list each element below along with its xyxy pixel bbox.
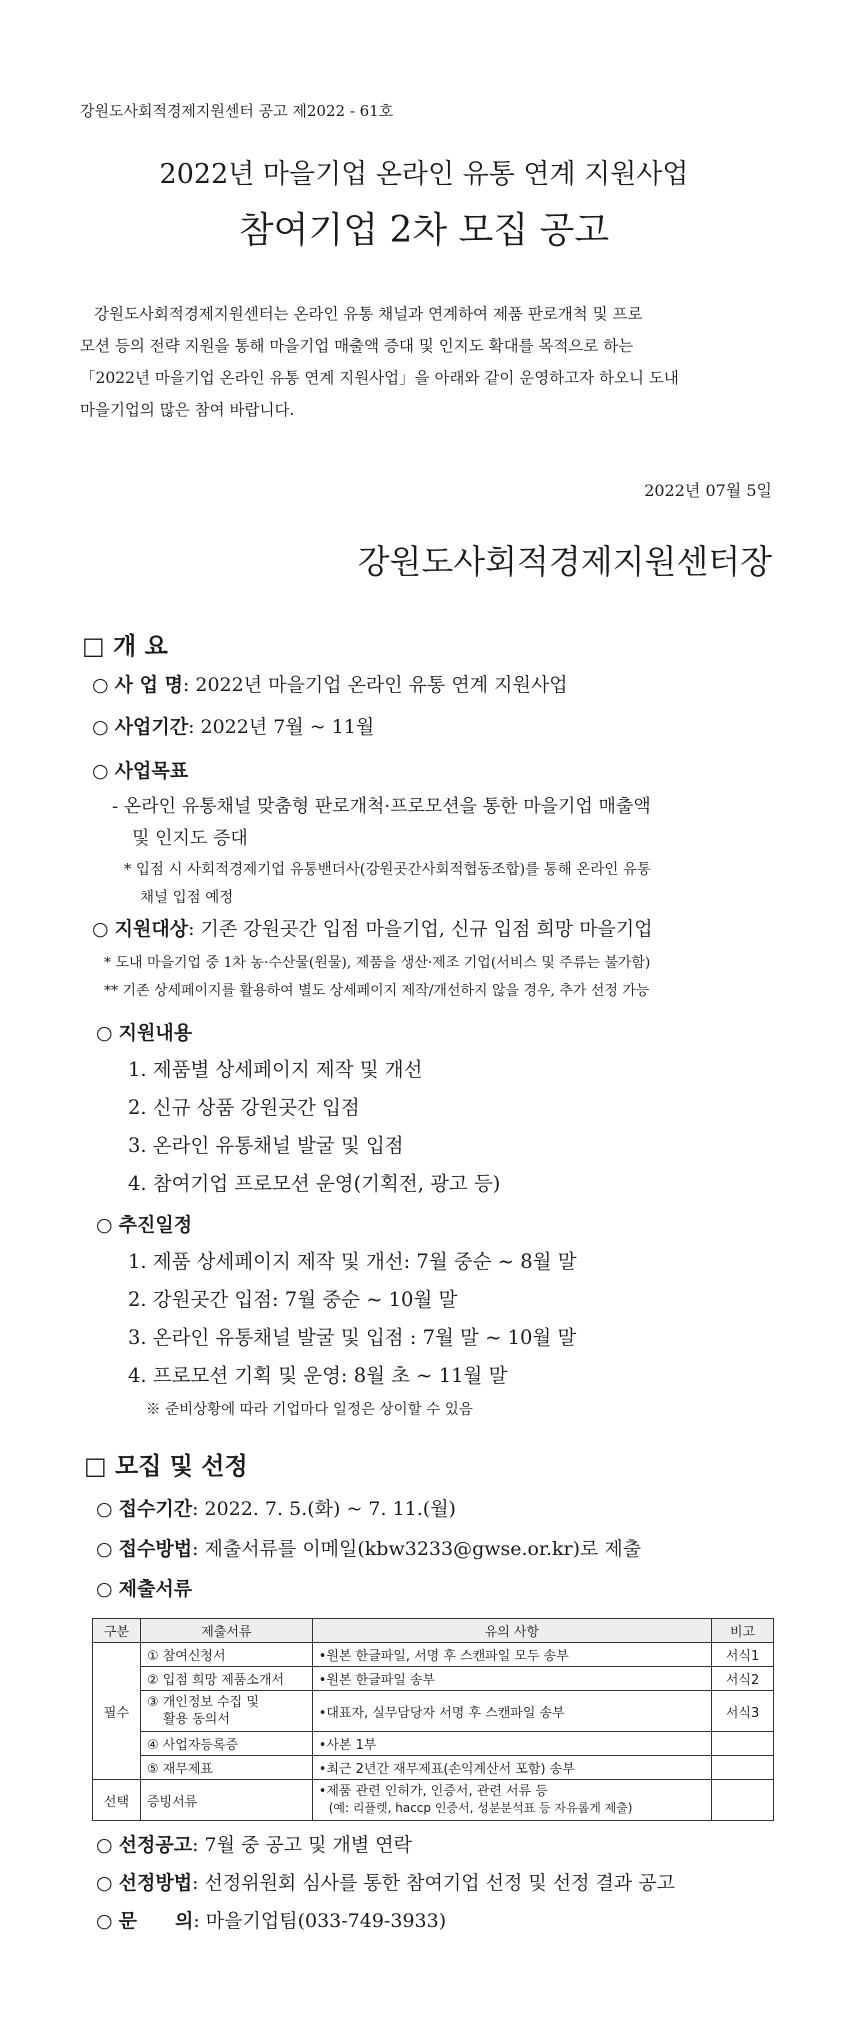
inquiry-row — [96, 1906, 446, 1933]
goal-note-2: 채널 입점 예정 — [140, 890, 234, 906]
support-content-row — [96, 1018, 192, 1045]
target-note-1: * 도내 마을기업 중 1차 농·수산물(원물), 제품을 생산·제조 기업(서비스 및 주류는 불가함) — [104, 955, 651, 971]
intro-line: 모션 등의 전략 지원을 통해 마을기업 매출액 증대 및 인지도 확대를 목적으로 하는 — [80, 337, 634, 355]
table-cell-note: •사본 1부 — [312, 1732, 711, 1756]
table-cell-remark — [712, 1780, 774, 1821]
selection-method-label: 선정방법 — [118, 1872, 193, 1894]
circle-bullet-icon: ○ — [92, 674, 109, 696]
note-line: •제품 관련 인허가, 인증서, 관련 서류 등 — [318, 1784, 548, 1799]
table-row — [93, 1780, 774, 1821]
circle-bullet-icon: ○ — [96, 1872, 113, 1894]
business-name-row — [92, 670, 568, 697]
intro-paragraph — [80, 298, 772, 426]
receipt-period-label: 접수기간 — [118, 1498, 193, 1520]
receipt-method-label: 접수방법 — [118, 1538, 193, 1560]
table-cell-remark: 서식1 — [712, 1643, 774, 1667]
notice-date: 2022년 07월 5일 — [644, 481, 772, 500]
table-cell-doc: ⑤ 재무제표 — [140, 1756, 312, 1780]
intro-line: 마을기업의 많은 참여 바랍니다. — [80, 401, 295, 419]
schedule-row — [96, 1210, 192, 1237]
section-title: 모집 및 선정 — [115, 1451, 248, 1480]
circle-bullet-icon: ○ — [96, 1910, 113, 1932]
table-header-row — [93, 1619, 774, 1643]
schedule-item: 4. 프로모션 기획 및 운영: 8월 초 ~ 11월 말 — [128, 1364, 508, 1387]
table-cell-doc: ① 참여신청서 — [140, 1643, 312, 1667]
business-period-label: 사업기간 — [114, 716, 189, 738]
intro-line: 「2022년 마을기업 온라인 유통 연계 지원사업」을 아래와 같이 운영하고자 하오니 도내 — [80, 369, 679, 387]
documents-label: 제출서류 — [118, 1578, 193, 1600]
business-name-label: 사 업 명 — [114, 674, 183, 696]
selection-method-row — [96, 1868, 675, 1895]
circle-bullet-icon: ○ — [96, 1538, 113, 1560]
signer: 강원도사회적경제지원센터장 — [357, 542, 772, 581]
circle-bullet-icon: ○ — [96, 1022, 113, 1044]
table-header: 제출서류 — [140, 1619, 312, 1643]
support-target-row — [92, 914, 653, 941]
content-item: 1. 제품별 상세페이지 제작 및 개선 — [128, 1058, 423, 1081]
inquiry-label: 문 의 — [118, 1910, 194, 1932]
goal-line-2: 및 인지도 증대 — [132, 828, 248, 849]
section-overview-heading — [82, 626, 168, 661]
section-title: 개 요 — [113, 631, 168, 660]
table-row — [93, 1756, 774, 1780]
required-category: 필수 — [93, 1643, 141, 1780]
business-period-row — [92, 712, 374, 739]
title-line-2: 참여기업 2차 모집 공고 — [238, 210, 610, 251]
table-header: 비고 — [712, 1619, 774, 1643]
table-cell-doc: ④ 사업자등록증 — [140, 1732, 312, 1756]
table-cell-note: •최근 2년간 재무제표(손익계산서 포함) 송부 — [312, 1756, 711, 1780]
table-row — [93, 1667, 774, 1691]
business-name-value: : 2022년 마을기업 온라인 유통 연계 지원사업 — [182, 674, 568, 696]
title-line-1: 2022년 마을기업 온라인 유통 연계 지원사업 — [159, 159, 689, 190]
schedule-item: 3. 온라인 유통채널 발굴 및 입점 : 7월 말 ~ 10월 말 — [128, 1326, 577, 1349]
receipt-period-row — [96, 1494, 456, 1521]
note-line: (예: 리플렛, haccp 인증서, 성분분석표 등 자유롭게 제출) — [328, 1801, 633, 1815]
schedule-item: 1. 제품 상세페이지 제작 및 개선: 7월 중순 ~ 8월 말 — [128, 1250, 577, 1273]
content-item: 4. 참여기업 프로모션 운영(기획전, 광고 등) — [128, 1172, 501, 1195]
circle-bullet-icon: ○ — [96, 1214, 113, 1236]
documents-row — [96, 1574, 192, 1601]
table-cell-doc — [140, 1691, 312, 1732]
schedule-item: 2. 강원곳간 입점: 7월 중순 ~ 10월 말 — [128, 1288, 458, 1311]
selection-notice-value: : 7월 중 공고 및 개별 연락 — [192, 1834, 412, 1856]
table-cell-remark: 서식2 — [712, 1667, 774, 1691]
notice-number: 강원도사회적경제지원센터 공고 제2022 - 61호 — [80, 102, 394, 120]
table-row — [93, 1691, 774, 1732]
support-content-label: 지원내용 — [118, 1022, 193, 1044]
inquiry-value: : 마을기업팀(033-749-3933) — [193, 1910, 447, 1932]
goal-note-1: * 입점 시 사회적경제기업 유통밴더사(강원곳간사회적협동조합)를 통해 온라인 유통 — [124, 862, 652, 878]
doc-line: 활용 동의서 — [162, 1712, 230, 1727]
optional-category: 선택 — [93, 1780, 141, 1821]
table-cell-doc: 증빙서류 — [140, 1780, 312, 1821]
table-header: 구분 — [93, 1619, 141, 1643]
selection-method-value: : 선정위원회 심사를 통한 참여기업 선정 및 선정 결과 공고 — [192, 1872, 675, 1894]
goal-line-1: - 온라인 유통채널 맞춤형 판로개척·프로모션을 통한 마을기업 매출액 — [112, 796, 651, 817]
table-cell-doc: ② 입점 희망 제품소개서 — [140, 1667, 312, 1691]
intro-line: 강원도사회적경제지원센터는 온라인 유통 채널과 연계하여 제품 판로개척 및 프로 — [94, 305, 643, 323]
table-cell-remark — [712, 1756, 774, 1780]
schedule-note: ※ 준비상황에 따라 기업마다 일정은 상이할 수 있음 — [146, 1402, 473, 1418]
circle-bullet-icon: ○ — [96, 1498, 113, 1520]
circle-bullet-icon: ○ — [92, 918, 109, 940]
schedule-label: 추진일정 — [118, 1214, 193, 1236]
doc-line: ③ 개인정보 수집 및 — [146, 1695, 259, 1710]
support-target-value: : 기존 강원곳간 입점 마을기업, 신규 입점 희망 마을기업 — [188, 918, 653, 940]
business-goal-label: 사업목표 — [114, 760, 189, 782]
documents-table — [92, 1618, 774, 1821]
content-item: 3. 온라인 유통채널 발굴 및 입점 — [128, 1134, 404, 1157]
table-cell-note: •원본 한글파일 송부 — [312, 1667, 711, 1691]
target-note-2: ** 기존 상세페이지를 활용하여 별도 상세페이지 제작/개선하지 않을 경우, 추가 선정 가능 — [104, 983, 650, 999]
support-target-label: 지원대상 — [114, 918, 189, 940]
table-row — [93, 1643, 774, 1667]
business-period-value: : 2022년 7월 ~ 11월 — [188, 716, 375, 738]
table-cell-note: •대표자, 실무담당자 서명 후 스캔파일 송부 — [312, 1691, 711, 1732]
circle-bullet-icon: ○ — [96, 1578, 113, 1600]
table-cell-remark — [712, 1732, 774, 1756]
table-cell-remark: 서식3 — [712, 1691, 774, 1732]
business-goal-row — [92, 756, 188, 783]
circle-bullet-icon: ○ — [92, 760, 109, 782]
checkbox-square-icon: □ — [82, 632, 105, 660]
section-recruit-heading — [84, 1446, 248, 1481]
table-cell-note — [312, 1780, 711, 1821]
table-cell-note: •원본 한글파일, 서명 후 스캔파일 모두 송부 — [312, 1643, 711, 1667]
table-row — [93, 1732, 774, 1756]
receipt-method-row — [96, 1534, 641, 1561]
selection-notice-label: 선정공고 — [118, 1834, 193, 1856]
checkbox-square-icon: □ — [84, 1452, 107, 1480]
receipt-method-value: : 제출서류를 이메일(kbw3233@gwse.or.kr)로 제출 — [192, 1538, 642, 1560]
selection-notice-row — [96, 1830, 412, 1857]
content-item: 2. 신규 상품 강원곳간 입점 — [128, 1096, 360, 1119]
table-header: 유의 사항 — [312, 1619, 711, 1643]
circle-bullet-icon: ○ — [92, 716, 109, 738]
receipt-period-value: : 2022. 7. 5.(화) ~ 7. 11.(월) — [192, 1498, 456, 1520]
circle-bullet-icon: ○ — [96, 1834, 113, 1856]
